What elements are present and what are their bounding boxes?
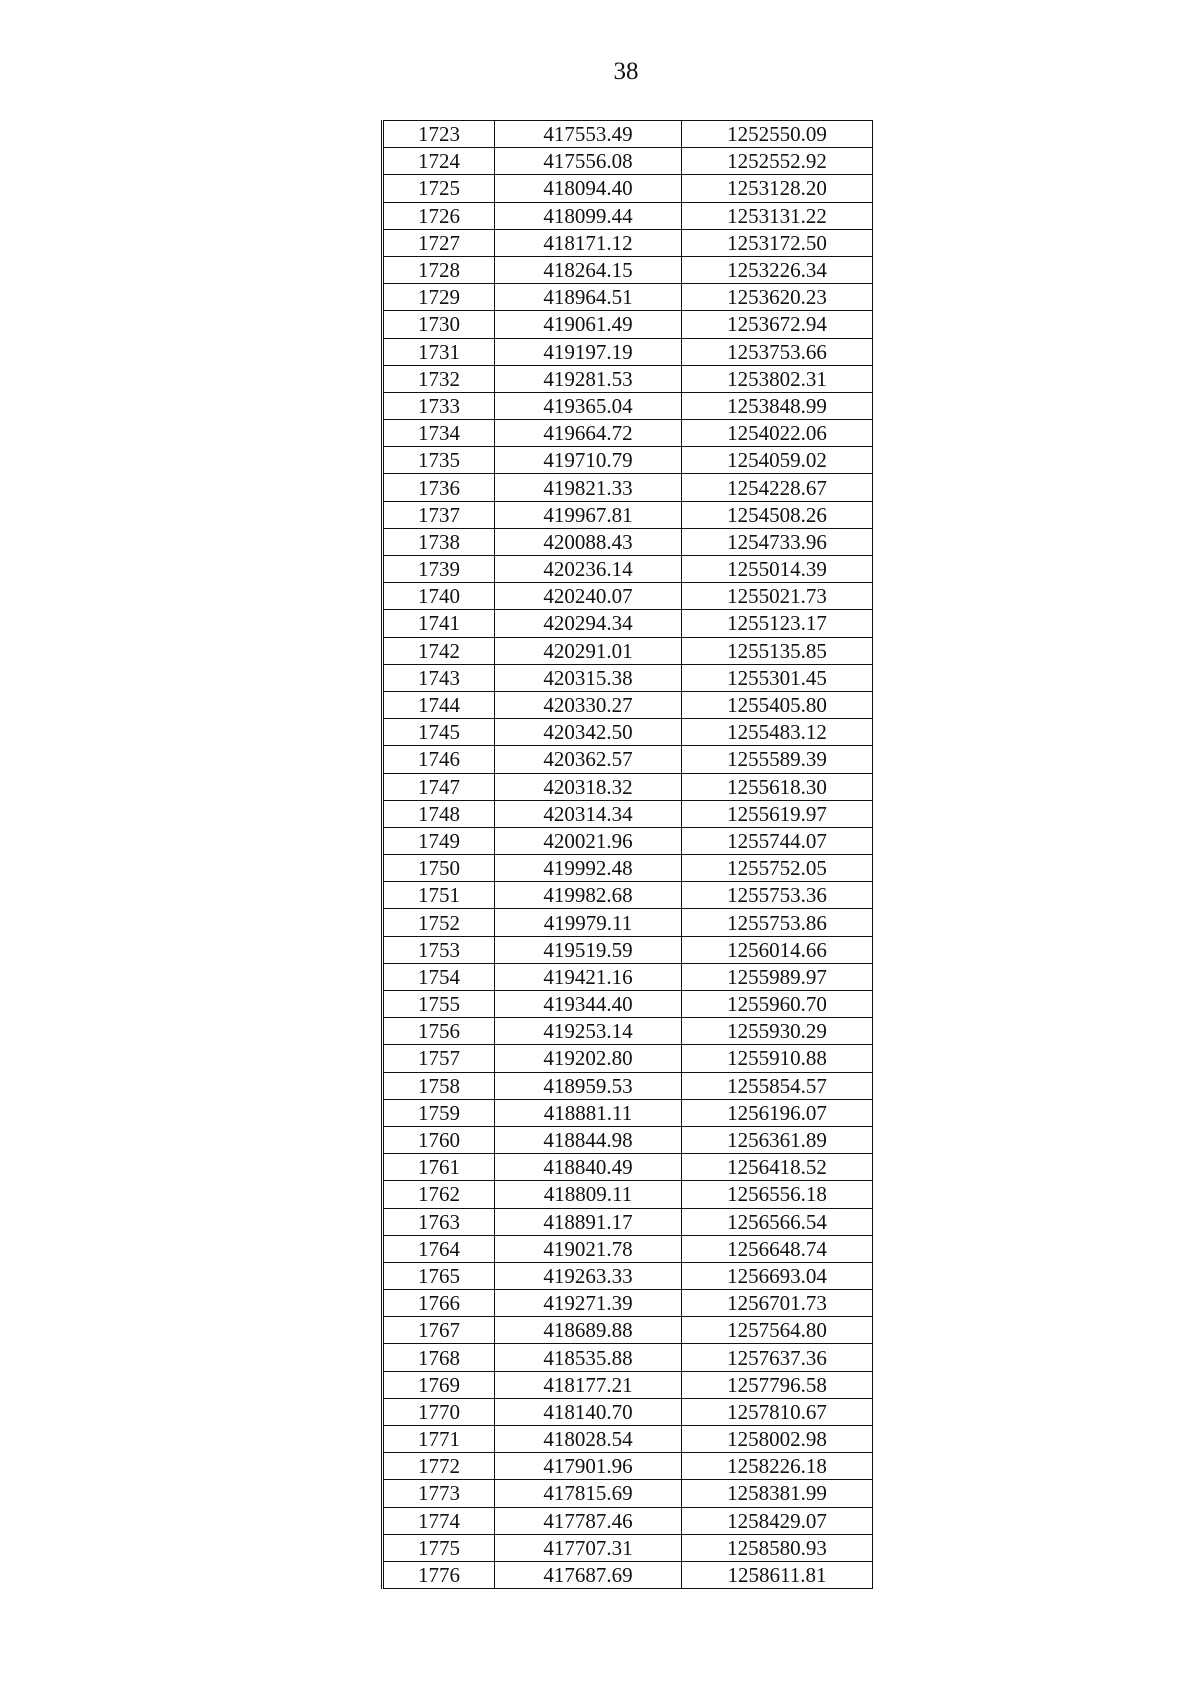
x-coordinate-cell: 419519.59 bbox=[495, 936, 682, 963]
y-coordinate-cell: 1258580.93 bbox=[682, 1534, 873, 1561]
y-coordinate-cell: 1255753.86 bbox=[682, 909, 873, 936]
table-row bbox=[383, 664, 873, 691]
x-coordinate-cell: 418177.21 bbox=[495, 1371, 682, 1398]
point-number-cell: 1765 bbox=[383, 1262, 495, 1289]
y-coordinate-cell: 1253753.66 bbox=[682, 338, 873, 365]
x-coordinate-cell: 418959.53 bbox=[495, 1072, 682, 1099]
x-coordinate-cell: 417787.46 bbox=[495, 1507, 682, 1534]
table-row bbox=[383, 637, 873, 664]
table-row bbox=[383, 1154, 873, 1181]
table-row bbox=[383, 855, 873, 882]
x-coordinate-cell: 418171.12 bbox=[495, 229, 682, 256]
x-coordinate-cell: 420318.32 bbox=[495, 773, 682, 800]
x-coordinate-cell: 420236.14 bbox=[495, 556, 682, 583]
point-number-cell: 1757 bbox=[383, 1045, 495, 1072]
y-coordinate-cell: 1256361.89 bbox=[682, 1126, 873, 1153]
y-coordinate-cell: 1256418.52 bbox=[682, 1154, 873, 1181]
table-row bbox=[383, 338, 873, 365]
y-coordinate-cell: 1255483.12 bbox=[682, 719, 873, 746]
table-row bbox=[383, 202, 873, 229]
y-coordinate-cell: 1255301.45 bbox=[682, 664, 873, 691]
x-coordinate-cell: 419821.33 bbox=[495, 474, 682, 501]
point-number-cell: 1749 bbox=[383, 827, 495, 854]
x-coordinate-cell: 418535.88 bbox=[495, 1344, 682, 1371]
y-coordinate-cell: 1255619.97 bbox=[682, 800, 873, 827]
table-row bbox=[383, 284, 873, 311]
y-coordinate-cell: 1258002.98 bbox=[682, 1426, 873, 1453]
point-number-cell: 1736 bbox=[383, 474, 495, 501]
point-number-cell: 1753 bbox=[383, 936, 495, 963]
x-coordinate-cell: 418840.49 bbox=[495, 1154, 682, 1181]
point-number-cell: 1748 bbox=[383, 800, 495, 827]
point-number-cell: 1767 bbox=[383, 1317, 495, 1344]
table-row bbox=[383, 746, 873, 773]
table-row bbox=[383, 1507, 873, 1534]
point-number-cell: 1737 bbox=[383, 501, 495, 528]
table-row bbox=[383, 392, 873, 419]
y-coordinate-cell: 1257637.36 bbox=[682, 1344, 873, 1371]
table-row bbox=[383, 1398, 873, 1425]
y-coordinate-cell: 1255021.73 bbox=[682, 583, 873, 610]
x-coordinate-cell: 420240.07 bbox=[495, 583, 682, 610]
x-coordinate-cell: 417815.69 bbox=[495, 1480, 682, 1507]
point-number-cell: 1772 bbox=[383, 1453, 495, 1480]
point-number-cell: 1731 bbox=[383, 338, 495, 365]
y-coordinate-cell: 1255014.39 bbox=[682, 556, 873, 583]
table-row bbox=[383, 583, 873, 610]
x-coordinate-cell: 419710.79 bbox=[495, 447, 682, 474]
table-row bbox=[383, 420, 873, 447]
x-coordinate-cell: 418140.70 bbox=[495, 1398, 682, 1425]
x-coordinate-cell: 419992.48 bbox=[495, 855, 682, 882]
table-row bbox=[383, 991, 873, 1018]
x-coordinate-cell: 419664.72 bbox=[495, 420, 682, 447]
y-coordinate-cell: 1255123.17 bbox=[682, 610, 873, 637]
point-number-cell: 1756 bbox=[383, 1018, 495, 1045]
point-number-cell: 1740 bbox=[383, 583, 495, 610]
table-row bbox=[383, 909, 873, 936]
point-number-cell: 1728 bbox=[383, 256, 495, 283]
x-coordinate-cell: 419061.49 bbox=[495, 311, 682, 338]
table-row bbox=[383, 365, 873, 392]
point-number-cell: 1744 bbox=[383, 691, 495, 718]
x-coordinate-cell: 418264.15 bbox=[495, 256, 682, 283]
table-row bbox=[383, 691, 873, 718]
point-number-cell: 1768 bbox=[383, 1344, 495, 1371]
y-coordinate-cell: 1256556.18 bbox=[682, 1181, 873, 1208]
table-row bbox=[383, 1018, 873, 1045]
table-row bbox=[383, 121, 873, 148]
table-row bbox=[383, 1235, 873, 1262]
table-row bbox=[383, 1072, 873, 1099]
point-number-cell: 1738 bbox=[383, 528, 495, 555]
y-coordinate-cell: 1255854.57 bbox=[682, 1072, 873, 1099]
x-coordinate-cell: 419021.78 bbox=[495, 1235, 682, 1262]
y-coordinate-cell: 1255753.36 bbox=[682, 882, 873, 909]
point-number-cell: 1730 bbox=[383, 311, 495, 338]
table-row bbox=[383, 1099, 873, 1126]
table-row bbox=[383, 447, 873, 474]
point-number-cell: 1773 bbox=[383, 1480, 495, 1507]
point-number-cell: 1727 bbox=[383, 229, 495, 256]
y-coordinate-cell: 1252552.92 bbox=[682, 148, 873, 175]
table-row bbox=[383, 610, 873, 637]
point-number-cell: 1770 bbox=[383, 1398, 495, 1425]
table-row bbox=[383, 1045, 873, 1072]
table-row bbox=[383, 719, 873, 746]
point-number-cell: 1769 bbox=[383, 1371, 495, 1398]
x-coordinate-cell: 417707.31 bbox=[495, 1534, 682, 1561]
table-row bbox=[383, 882, 873, 909]
x-coordinate-cell: 417556.08 bbox=[495, 148, 682, 175]
point-number-cell: 1745 bbox=[383, 719, 495, 746]
x-coordinate-cell: 418891.17 bbox=[495, 1208, 682, 1235]
point-number-cell: 1762 bbox=[383, 1181, 495, 1208]
y-coordinate-cell: 1255989.97 bbox=[682, 963, 873, 990]
y-coordinate-cell: 1257796.58 bbox=[682, 1371, 873, 1398]
table-row bbox=[383, 175, 873, 202]
y-coordinate-cell: 1255744.07 bbox=[682, 827, 873, 854]
point-number-cell: 1725 bbox=[383, 175, 495, 202]
table-row bbox=[383, 1561, 873, 1588]
point-number-cell: 1755 bbox=[383, 991, 495, 1018]
x-coordinate-cell: 420294.34 bbox=[495, 610, 682, 637]
x-coordinate-cell: 417687.69 bbox=[495, 1561, 682, 1588]
point-number-cell: 1775 bbox=[383, 1534, 495, 1561]
y-coordinate-cell: 1254059.02 bbox=[682, 447, 873, 474]
table-row bbox=[383, 311, 873, 338]
x-coordinate-cell: 419202.80 bbox=[495, 1045, 682, 1072]
x-coordinate-cell: 418881.11 bbox=[495, 1099, 682, 1126]
x-coordinate-cell: 418809.11 bbox=[495, 1181, 682, 1208]
x-coordinate-cell: 418028.54 bbox=[495, 1426, 682, 1453]
x-coordinate-cell: 418689.88 bbox=[495, 1317, 682, 1344]
y-coordinate-cell: 1255910.88 bbox=[682, 1045, 873, 1072]
y-coordinate-cell: 1256701.73 bbox=[682, 1290, 873, 1317]
point-number-cell: 1743 bbox=[383, 664, 495, 691]
y-coordinate-cell: 1254228.67 bbox=[682, 474, 873, 501]
x-coordinate-cell: 418094.40 bbox=[495, 175, 682, 202]
y-coordinate-cell: 1253848.99 bbox=[682, 392, 873, 419]
y-coordinate-cell: 1258429.07 bbox=[682, 1507, 873, 1534]
table-row bbox=[383, 1181, 873, 1208]
x-coordinate-cell: 418964.51 bbox=[495, 284, 682, 311]
point-number-cell: 1760 bbox=[383, 1126, 495, 1153]
table-row bbox=[383, 936, 873, 963]
table-row bbox=[383, 1480, 873, 1507]
x-coordinate-cell: 418099.44 bbox=[495, 202, 682, 229]
table-row bbox=[383, 229, 873, 256]
y-coordinate-cell: 1252550.09 bbox=[682, 121, 873, 148]
coordinates-table bbox=[381, 120, 873, 1589]
table-row bbox=[383, 474, 873, 501]
y-coordinate-cell: 1255405.80 bbox=[682, 691, 873, 718]
point-number-cell: 1733 bbox=[383, 392, 495, 419]
y-coordinate-cell: 1254022.06 bbox=[682, 420, 873, 447]
point-number-cell: 1742 bbox=[383, 637, 495, 664]
point-number-cell: 1774 bbox=[383, 1507, 495, 1534]
table-row bbox=[383, 256, 873, 283]
table-row bbox=[383, 501, 873, 528]
y-coordinate-cell: 1258226.18 bbox=[682, 1453, 873, 1480]
table-row bbox=[383, 1317, 873, 1344]
point-number-cell: 1735 bbox=[383, 447, 495, 474]
x-coordinate-cell: 420314.34 bbox=[495, 800, 682, 827]
point-number-cell: 1746 bbox=[383, 746, 495, 773]
x-coordinate-cell: 419344.40 bbox=[495, 991, 682, 1018]
y-coordinate-cell: 1254508.26 bbox=[682, 501, 873, 528]
point-number-cell: 1763 bbox=[383, 1208, 495, 1235]
table-row bbox=[383, 1208, 873, 1235]
y-coordinate-cell: 1253226.34 bbox=[682, 256, 873, 283]
x-coordinate-cell: 419263.33 bbox=[495, 1262, 682, 1289]
x-coordinate-cell: 419197.19 bbox=[495, 338, 682, 365]
y-coordinate-cell: 1255752.05 bbox=[682, 855, 873, 882]
y-coordinate-cell: 1253802.31 bbox=[682, 365, 873, 392]
x-coordinate-cell: 419365.04 bbox=[495, 392, 682, 419]
x-coordinate-cell: 420021.96 bbox=[495, 827, 682, 854]
y-coordinate-cell: 1255589.39 bbox=[682, 746, 873, 773]
point-number-cell: 1758 bbox=[383, 1072, 495, 1099]
y-coordinate-cell: 1255960.70 bbox=[682, 991, 873, 1018]
x-coordinate-cell: 419253.14 bbox=[495, 1018, 682, 1045]
table-row bbox=[383, 1534, 873, 1561]
point-number-cell: 1776 bbox=[383, 1561, 495, 1588]
x-coordinate-cell: 420330.27 bbox=[495, 691, 682, 718]
y-coordinate-cell: 1255135.85 bbox=[682, 637, 873, 664]
y-coordinate-cell: 1256196.07 bbox=[682, 1099, 873, 1126]
x-coordinate-cell: 419979.11 bbox=[495, 909, 682, 936]
table-row bbox=[383, 827, 873, 854]
y-coordinate-cell: 1255930.29 bbox=[682, 1018, 873, 1045]
table-row bbox=[383, 1426, 873, 1453]
point-number-cell: 1741 bbox=[383, 610, 495, 637]
y-coordinate-cell: 1255618.30 bbox=[682, 773, 873, 800]
x-coordinate-cell: 419982.68 bbox=[495, 882, 682, 909]
y-coordinate-cell: 1253172.50 bbox=[682, 229, 873, 256]
point-number-cell: 1751 bbox=[383, 882, 495, 909]
table-row bbox=[383, 800, 873, 827]
y-coordinate-cell: 1256014.66 bbox=[682, 936, 873, 963]
x-coordinate-cell: 418844.98 bbox=[495, 1126, 682, 1153]
table-row bbox=[383, 963, 873, 990]
point-number-cell: 1761 bbox=[383, 1154, 495, 1181]
point-number-cell: 1754 bbox=[383, 963, 495, 990]
y-coordinate-cell: 1256693.04 bbox=[682, 1262, 873, 1289]
y-coordinate-cell: 1253131.22 bbox=[682, 202, 873, 229]
x-coordinate-cell: 419281.53 bbox=[495, 365, 682, 392]
point-number-cell: 1759 bbox=[383, 1099, 495, 1126]
point-number-cell: 1739 bbox=[383, 556, 495, 583]
y-coordinate-cell: 1257810.67 bbox=[682, 1398, 873, 1425]
table-row bbox=[383, 556, 873, 583]
x-coordinate-cell: 419271.39 bbox=[495, 1290, 682, 1317]
x-coordinate-cell: 420291.01 bbox=[495, 637, 682, 664]
point-number-cell: 1750 bbox=[383, 855, 495, 882]
x-coordinate-cell: 420342.50 bbox=[495, 719, 682, 746]
point-number-cell: 1766 bbox=[383, 1290, 495, 1317]
x-coordinate-cell: 419421.16 bbox=[495, 963, 682, 990]
point-number-cell: 1747 bbox=[383, 773, 495, 800]
point-number-cell: 1764 bbox=[383, 1235, 495, 1262]
point-number-cell: 1729 bbox=[383, 284, 495, 311]
coordinates-table-body bbox=[383, 121, 873, 1589]
x-coordinate-cell: 420315.38 bbox=[495, 664, 682, 691]
y-coordinate-cell: 1258611.81 bbox=[682, 1561, 873, 1588]
table-row bbox=[383, 1371, 873, 1398]
table-row bbox=[383, 1453, 873, 1480]
point-number-cell: 1724 bbox=[383, 148, 495, 175]
y-coordinate-cell: 1258381.99 bbox=[682, 1480, 873, 1507]
y-coordinate-cell: 1256648.74 bbox=[682, 1235, 873, 1262]
table-row bbox=[383, 1126, 873, 1153]
x-coordinate-cell: 420088.43 bbox=[495, 528, 682, 555]
point-number-cell: 1752 bbox=[383, 909, 495, 936]
x-coordinate-cell: 417553.49 bbox=[495, 121, 682, 148]
page-number: 38 bbox=[613, 58, 639, 85]
point-number-cell: 1726 bbox=[383, 202, 495, 229]
table-row bbox=[383, 1290, 873, 1317]
y-coordinate-cell: 1253672.94 bbox=[682, 311, 873, 338]
point-number-cell: 1732 bbox=[383, 365, 495, 392]
table-row bbox=[383, 1344, 873, 1371]
y-coordinate-cell: 1253128.20 bbox=[682, 175, 873, 202]
table-row bbox=[383, 1262, 873, 1289]
x-coordinate-cell: 417901.96 bbox=[495, 1453, 682, 1480]
y-coordinate-cell: 1253620.23 bbox=[682, 284, 873, 311]
y-coordinate-cell: 1257564.80 bbox=[682, 1317, 873, 1344]
table-row bbox=[383, 528, 873, 555]
point-number-cell: 1771 bbox=[383, 1426, 495, 1453]
x-coordinate-cell: 420362.57 bbox=[495, 746, 682, 773]
table-row bbox=[383, 773, 873, 800]
y-coordinate-cell: 1256566.54 bbox=[682, 1208, 873, 1235]
point-number-cell: 1723 bbox=[383, 121, 495, 148]
table-row bbox=[383, 148, 873, 175]
point-number-cell: 1734 bbox=[383, 420, 495, 447]
x-coordinate-cell: 419967.81 bbox=[495, 501, 682, 528]
y-coordinate-cell: 1254733.96 bbox=[682, 528, 873, 555]
